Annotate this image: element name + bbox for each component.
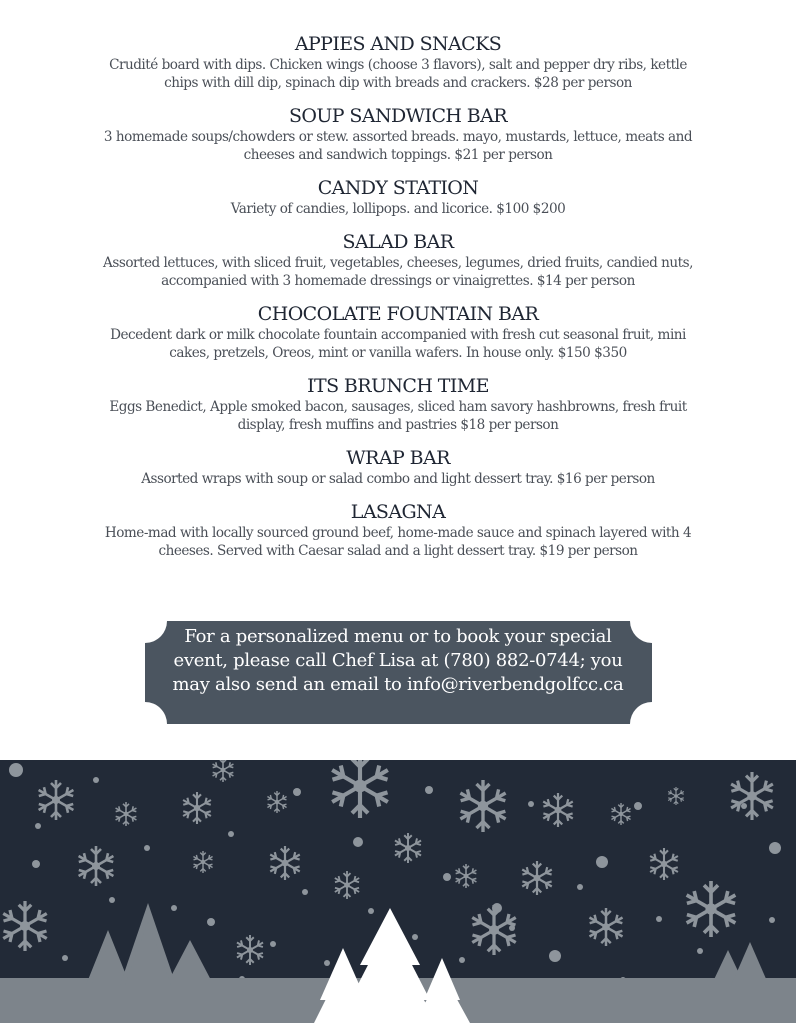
section-description: Home-mad with locally sourced ground beef, home-made sauce and spinach layered with 4 cheeses. Served with Caesar salad and a light dessert tray. $19 per person bbox=[104, 525, 692, 559]
section-description: 3 homemade soups/chowders or stew. assorted breads. mayo, mustards, lettuce, meats and cheeses and sandwich toppings. $21 per person bbox=[103, 129, 693, 163]
menu-section bbox=[100, 374, 696, 434]
section-description: Eggs Benedict, Apple smoked bacon, sausages, sliced ham savory hashbrowns, fresh fruit display, fresh muffins and pastries $18 per person bbox=[109, 399, 687, 433]
section-title: LASAGNA bbox=[350, 501, 446, 523]
section-title: APPIES AND SNACKS bbox=[294, 33, 502, 55]
section-title: SOUP SANDWICH BAR bbox=[289, 105, 507, 127]
menu-section bbox=[100, 104, 696, 164]
menu-section bbox=[100, 500, 696, 560]
section-title: WRAP BAR bbox=[346, 447, 450, 469]
section-description: Decedent dark or milk chocolate fountain accompanied with fresh cut seasonal fruit, mini cakes, pretzels, Oreos, mint or vanilla wafers. In house only. $150 $350 bbox=[110, 327, 686, 361]
menu-section bbox=[100, 446, 696, 488]
contact-callout bbox=[145, 621, 652, 724]
section-title: CHOCOLATE FOUNTAIN BAR bbox=[257, 303, 539, 325]
winter-illustration bbox=[0, 760, 796, 1023]
menu-section bbox=[100, 32, 696, 92]
section-title: ITS BRUNCH TIME bbox=[307, 375, 489, 397]
callout-text: For a personalized menu or to book your special event, please call Chef Lisa at (780) 882-0744; you may also send an email to info@riverbendgolfcc.ca bbox=[172, 626, 624, 695]
section-description: Variety of candies, lollipops. and licorice. $100 $200 bbox=[230, 201, 566, 217]
section-description: Assorted wraps with soup or salad combo and light dessert tray. $16 per person bbox=[141, 471, 655, 487]
menu-section bbox=[100, 230, 696, 290]
menu-section bbox=[100, 302, 696, 362]
section-description: Assorted lettuces, with sliced fruit, vegetables, cheeses, legumes, dried fruits, candied nuts, accompanied with 3 homemade dressings or vinaigrettes. $14 per person bbox=[103, 255, 693, 289]
section-title: SALAD BAR bbox=[342, 231, 454, 253]
section-description: Crudité board with dips. Chicken wings (choose 3 flavors), salt and pepper dry ribs, kettle chips with dill dip, spinach dip with breads and crackers. $28 per person bbox=[109, 57, 687, 91]
section-title: CANDY STATION bbox=[317, 177, 479, 199]
menu-section bbox=[100, 176, 696, 218]
